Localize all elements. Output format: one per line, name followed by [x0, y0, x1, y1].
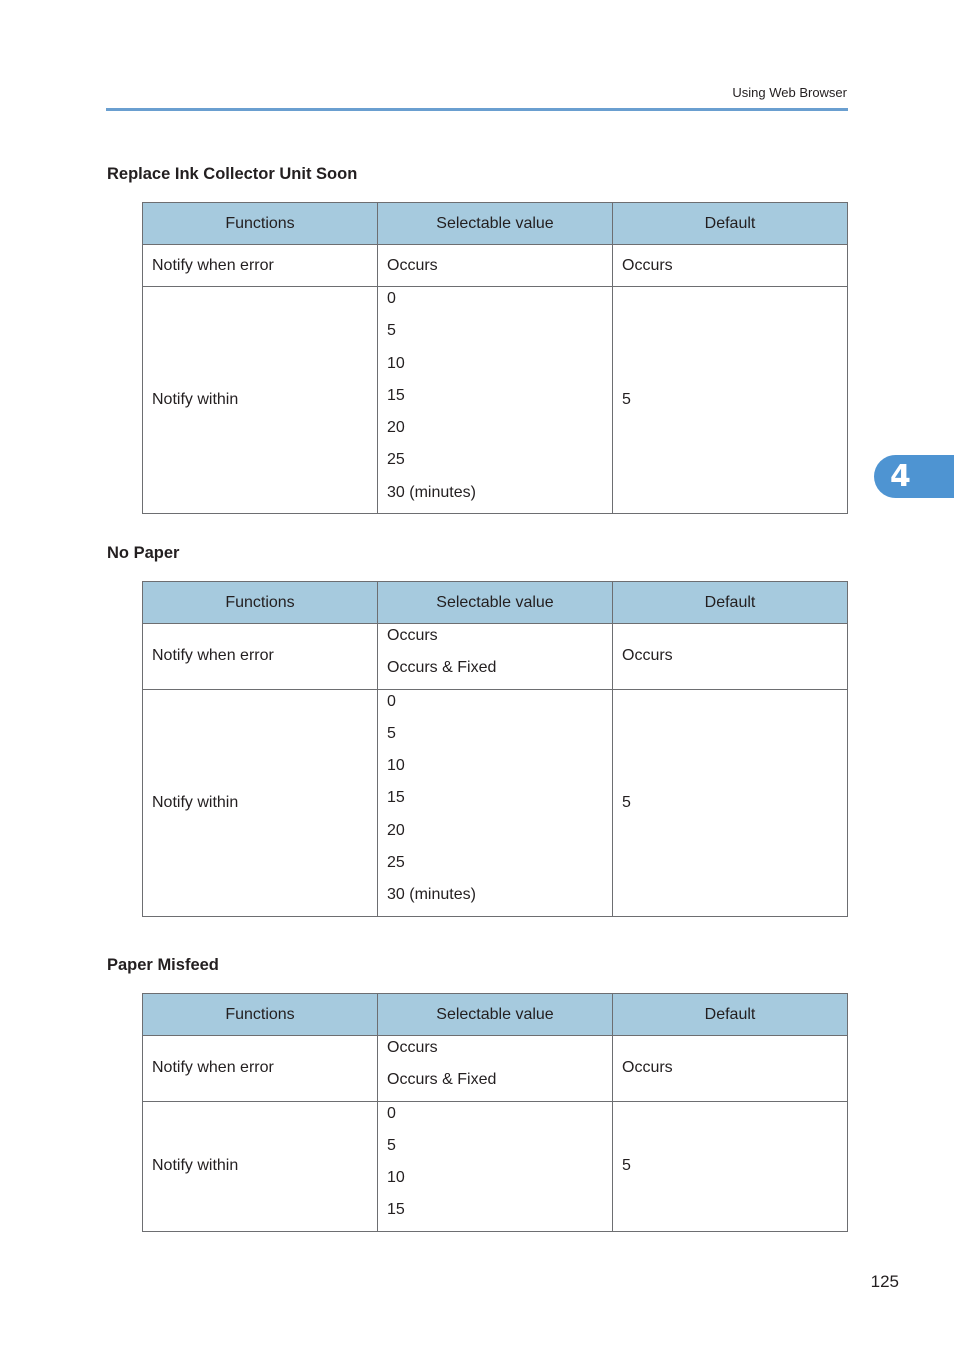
column-header-functions: Functions [143, 582, 378, 624]
column-header-default: Default [613, 994, 848, 1036]
value-list-cell [378, 1036, 613, 1102]
settings-table-replace-ink-collector [142, 202, 848, 514]
table-header-row [143, 582, 848, 624]
value-list-cell [378, 287, 613, 514]
value-item: 0 [387, 1104, 396, 1122]
value-item: 5 [387, 1136, 396, 1154]
value-item: 0 [387, 290, 396, 307]
value-item: 0 [387, 692, 396, 710]
value-list-cell [378, 624, 613, 690]
settings-table-paper-misfeed [142, 993, 848, 1232]
value-item: 5 [387, 724, 396, 742]
value-item: 20 [387, 419, 405, 437]
value-item: 20 [387, 821, 405, 839]
column-header-selectable-value: Selectable value [378, 582, 613, 624]
column-header-functions: Functions [143, 994, 378, 1036]
value-item: 15 [387, 386, 405, 404]
value-item: 30 (minutes) [387, 483, 476, 501]
column-header-default: Default [613, 582, 848, 624]
default-cell: Occurs [613, 624, 848, 690]
value-item: 30 (minutes) [387, 886, 476, 904]
function-cell: Notify within [143, 1101, 378, 1231]
function-cell: Notify when error [143, 245, 378, 287]
column-header-functions: Functions [143, 203, 378, 245]
column-header-default: Default [613, 203, 848, 245]
function-cell: Notify within [143, 287, 378, 514]
value-item: Occurs & Fixed [387, 659, 497, 677]
function-cell: Notify within [143, 689, 378, 916]
page-number: 125 [870, 1272, 899, 1291]
table-row [143, 1101, 848, 1231]
running-header: Using Web Browser [732, 85, 847, 100]
value-list-cell [378, 689, 613, 916]
default-cell: Occurs [613, 1036, 848, 1102]
default-cell: 5 [613, 689, 848, 916]
column-header-selectable-value: Selectable value [378, 203, 613, 245]
table-header-row [143, 994, 848, 1036]
section-title-replace-ink-collector: Replace Ink Collector Unit Soon [107, 165, 358, 183]
value-item: 15 [387, 789, 405, 807]
value-item: 25 [387, 854, 405, 872]
default-cell: Occurs [613, 245, 848, 287]
table-row [143, 287, 848, 514]
value-item: 5 [387, 322, 396, 340]
header-rule [106, 108, 848, 111]
value-item: 25 [387, 451, 405, 469]
function-cell: Notify when error [143, 1036, 378, 1102]
section-title-no-paper: No Paper [107, 544, 180, 562]
function-cell: Notify when error [143, 624, 378, 690]
value-item: 10 [387, 354, 405, 372]
value-item: 10 [387, 1169, 405, 1187]
chapter-tab: 4 [874, 455, 954, 498]
table-row [143, 1036, 848, 1102]
table-row [143, 624, 848, 690]
value-cell: Occurs [378, 245, 613, 287]
settings-table-no-paper [142, 581, 848, 917]
table-row [143, 689, 848, 916]
value-item: Occurs & Fixed [387, 1071, 497, 1089]
default-cell: 5 [613, 1101, 848, 1231]
default-cell: 5 [613, 287, 848, 514]
column-header-selectable-value: Selectable value [378, 994, 613, 1036]
value-item: Occurs [387, 1039, 438, 1056]
value-item: Occurs [387, 627, 438, 644]
section-title-paper-misfeed: Paper Misfeed [107, 956, 219, 974]
value-item: 10 [387, 757, 405, 775]
table-row [143, 245, 848, 287]
value-list-cell [378, 1101, 613, 1231]
value-item: 15 [387, 1201, 405, 1219]
table-header-row [143, 203, 848, 245]
